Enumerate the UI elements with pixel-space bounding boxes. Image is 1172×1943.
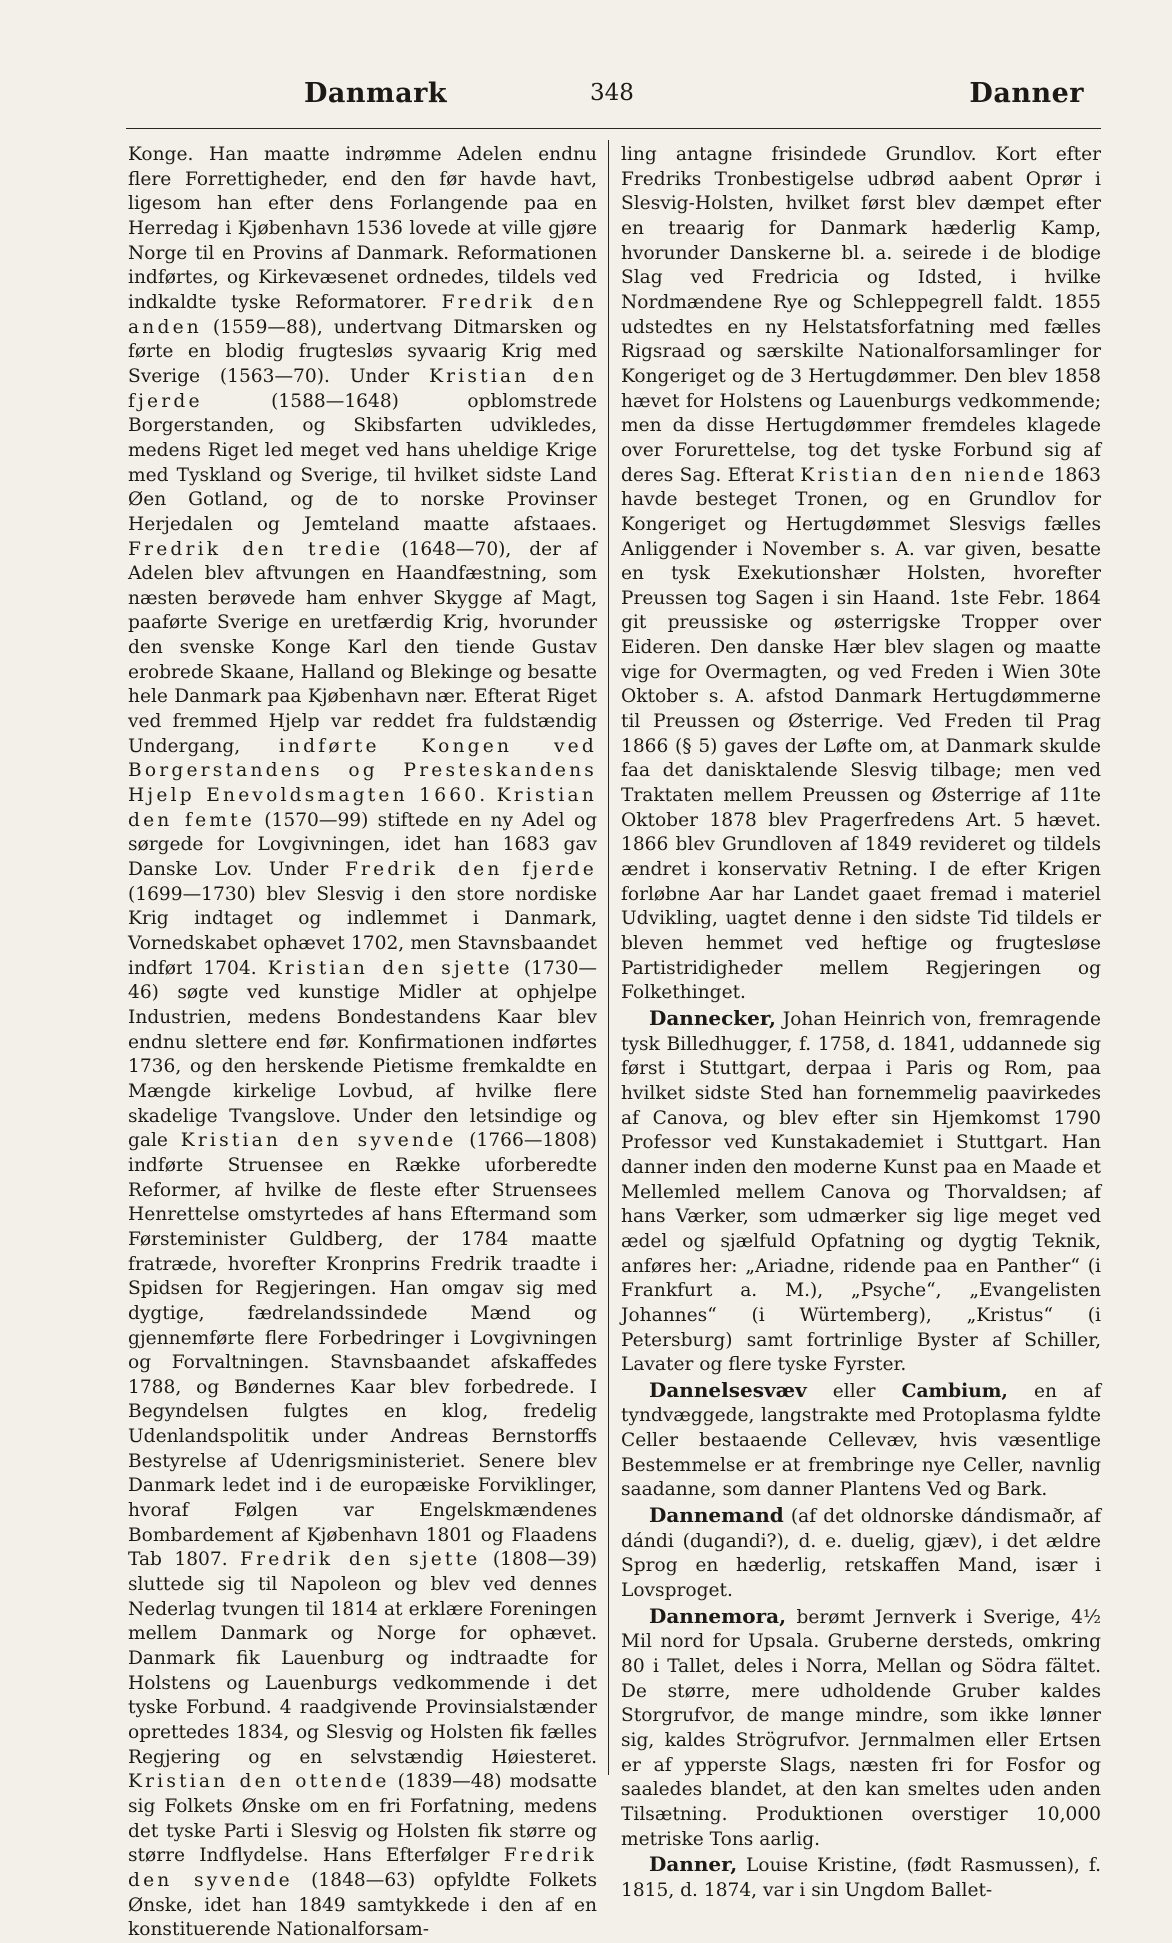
entry-dannelsesvaev: Dannelsesvæv eller Cambium, en af tyndvæggede, langstrakte med Protoplasma fyldte Celler bestaaende Cellevæv, hvis væsentlige Bestemmelse er at frembringe nye Celler, navnlig saadanne, som danner Plantens Ved og Bark. — [621, 1377, 1101, 1501]
danmark-history-text: Konge. Han maatte indrømme Adelen endnu flere Forrettigheder, end den før havde havt, ligesom han efter dens Forlangende paa en Herredag i Kjøbenhavn 1536 lovede at ville gjøre Norge til en Provins af Danmark. Reformationen indførtes, og Kirkevæsenet ordnedes, tildels ved indkaldte tyske Reformatorer. Fredrik den anden (1559—88), undertvang Ditmarsken og førte en blodig frugtesløs syvaarig Krig med Sverige (1563—70). Under Kristian den fjerde (1588—1648) opblomstrede Borgerstanden, og Skibsfarten udvikledes, medens Riget led meget ved hans uheldige Krige med Tyskland og Sverige, til hvilket sidste Land Øen Gotland, og de to norske Provinser Herjedalen og Jemteland maatte afstaaes. Fredrik den tredie (1648—70), der af Adelen blev aftvungen en Haandfæstning, som næsten berøvede ham enhver Skygge af Magt, paaførte Sverige en uretfærdig Krig, hvorunder den svenske Konge Karl den tiende Gustav erobrede Skaane, Halland og Blekinge og besatte hele Danmark paa Kjøbenhavn nær. Efterat Riget ved fremmed Hjelp var reddet fra fuldstændig Undergang, indførte Kongen ved Borgerstandens og Presteskandens Hjelp Enevoldsmagten 1660. Kristian den femte (1570—99) stiftede en ny Adel og sørgede for Lovgivningen, idet han 1683 gav Danske Lov. Under Fredrik den fjerde (1699—1730) blev Slesvig i den store nordiske Krig indtaget og indlemmet i Danmark, Vornedskabet ophævet 1702, men Stavnsbaandet indført 1704. Kristian den sjette (1730—46) søgte ved kunstige Midler at ophjelpe Industrien, medens Bondestandens Kaar blev endnu slettere end før. Konfirmationen indførtes 1736, og den herskende Pietisme fremkaldte en Mængde kirkelige Lovbud, af hvilke flere skadelige Tvangslove. Under den letsindige og gale Kristian den syvende (1766—1808) indførte Struensee en Række uforberedte Reformer, af hvilke de fleste efter Struensees Henrettelse omstyrtedes af hans Eftermand som Førsteminister Guldberg, der 1784 maatte fratræde, hvorefter Kronprins Fredrik traadte i Spidsen for Regjeringen. Han omgav sig med dygtige, fædrelandssindede Mænd og gjennemførte flere Forbedringer i Lovgivningen og Forvaltningen. Stavnsbaandet afskaffedes 1788, og Bøndernes Kaar blev forbedrede. I Begyndelsen fulgtes en klog, fredelig Udenlandspolitik under Andreas Bernstorffs Bestyrelse af Udenrigsministeriet. Senere blev Danmark ledet ind i de europæiske Forviklinger, hvoraf Følgen var Engelskmændenes Bombardement af Kjøbenhavn 1801 og Flaadens Tab 1807. Fredrik den sjette (1808—39) sluttede sig til Napoleon og blev ved dennes Nederlag tvungen til 1814 at erklære Foreningen mellem Danmark og Norge for ophævet. Danmark fik Lauenburg og indtraadte for Holstens og Lauenburgs vedkommende i det tyske Forbund. 4 raadgivende Provinsialstænder oprettedes 1834, og Slesvig og Holsten fik fælles Regjering og en selvstændig Høiesteret. Kristian den ottende (1839—48) modsatte sig Folkets Ønske om en fri Forfatning, medens det tyske Parti i Slesvig og Holsten fik større og større Indflydelse. Hans Efterfølger Fredrik den syvende (1848—63) opfyldte Folkets Ønske, idet han 1849 samtykkede i den af en konstituerende Nationalforsam- — [128, 144, 598, 1941]
right-headword: Danner — [969, 78, 1084, 109]
right-column — [621, 143, 1101, 1904]
entry-dannemand: Dannemand (af det oldnorske dándismaðr, af dándi (dugandi?), d. e. duelig, gjæv), i det ældre Sprog en hæderlig, retskaffen Mand, især i Lovsproget. — [621, 1503, 1101, 1602]
regent-name: Kristian den syvende — [180, 1130, 457, 1152]
regent-name: Fredrik den sjette — [240, 1549, 481, 1571]
regent-name: Kristian den femte — [128, 785, 597, 831]
left-headword: Danmark — [304, 78, 448, 109]
regent-name: Kristian den niende — [800, 464, 1048, 486]
regent-name: Kristian den ottende — [128, 1771, 390, 1793]
regent-name: Fredrik den tredie — [128, 538, 384, 560]
danmark-history-continued: ling antagne frisindede Grundlov. Kort efter Fredriks Tronbestigelse udbrød aabent Oprør i Slesvig-Holsten, hvilket først blev dæmpet efter en treaarig for Danmark hæderlig Kamp, hvorunder Danskerne bl. a. seirede i de blodige Slag ved Fredricia og Idsted, i hvilke Nordmændene Rye og Schleppegrell faldt. 1855 udstedtes en ny Helstatsforfatning med fælles Rigsraad og særskilte Nationalforsamlinger for Kongeriget og de 3 Hertugdømmer. Den blev 1858 hævet for Holstens og Lauenburgs vedkommende; men da disse Hertugdømmer fremdeles klagede over Forurettelse, tog det tyske Forbund sig af deres Sag. Efterat Kristian den niende 1863 havde besteget Tronen, og en Grundlov for Kongeriget og Hertugdømmet Slesvigs fælles Anliggender i November s. A. var given, besatte en tysk Exekutionshær Holsten, hvorefter Preussen tog Sagen i sin Haand. 1ste Febr. 1864 git preussiske og østerrigske Tropper over Eideren. Den danske Hær blev slagen og maatte vige for Overmagten, og ved Freden i Wien 30te Oktober s. A. afstod Danmark Hertugdømmerne til Preussen og Østerrige. Ved Freden til Prag 1866 (§ 5) gaves der Løfte om, at Danmark skulde faa det danisktalende Slesvig tilbage; men ved Traktaten mellem Preussen og Østerrige af 11te Oktober 1878 blev Pragerfredens Art. 5 hævet. 1866 blev Grundloven af 1849 revideret og tildels ændret i konservativ Retning. I de efter Krigen forløbne Aar har Landet gaaet fremad i materiel Udvikling, uagtet denne i den sidste Tid tildels er bleven hemmet ved heftige og frugtesløse Partistridigheder mellem Regjeringen og Folkethinget. — [621, 144, 1101, 1004]
entry-headword: Dannelsesvæv — [649, 1377, 807, 1402]
regent-name: Fredrik den fjerde — [344, 859, 597, 881]
entry-headword: Dannemora, — [649, 1603, 787, 1628]
page-number: 348 — [590, 80, 634, 106]
entry-headword: Dannemand — [649, 1503, 784, 1528]
entry-headword: Danner, — [649, 1852, 738, 1877]
column-divider — [608, 140, 609, 1775]
regent-name: Kristian den fjerde — [128, 365, 597, 412]
left-column — [128, 143, 597, 1943]
spaced-phrase: indførte Kongen ved Borgerstandens og Presteskandens Hjelp Enevoldsmagten 1660. — [128, 735, 597, 807]
latin-term: Cambium, — [901, 1380, 1008, 1402]
regent-name: Fredrik den syvende — [128, 1845, 597, 1891]
entry-dannemora: Dannemora, berømt Jernverk i Sverige, 4½ Mil nord for Upsala. Gruberne dersteds, omkring 80 i Tallet, deles i Norra, Mellan og Södra fältet. De større, mere udholdende Gruber kaldes Storgrufvor, de mange mindre, som ikke lønner sig, kaldes Strögrufvor. Jernmalmen eller Ertsen er af ypperste Slags, næsten fri for Fosfor og saaledes blandet, at den kan smeltes uden anden Tilsætning. Produktionen overstiger 10,000 metriske Tons aarlig. — [621, 1603, 1101, 1850]
entry-danner: Danner, Louise Kristine, (født Rasmussen), f. 1815, d. 1874, var i sin Ungdom Ballet- — [621, 1852, 1101, 1901]
regent-name: Kristian den sjette — [267, 957, 513, 979]
entry-headword: Dannecker, — [649, 1005, 776, 1030]
running-header — [128, 78, 1088, 122]
header-rule — [126, 128, 1101, 129]
entry-dannecker: Dannecker, Johan Heinrich von, fremragende tysk Billedhugger, f. 1758, d. 1841, uddannede sig først i Stuttgart, derpaa i Paris og Rom, paa hvilket sidste Sted han fornemmelig paavirkedes af Canova, og blev efter sin Hjemkomst 1790 Professor ved Kunstakademiet i Stuttgart. Han danner inden den moderne Kunst paa en Maade et Mellemled mellem Canova og Thorvaldsen; af hans Værker, som udmærker sig lige meget ved ædel og sjælfuld Opfatning og dygtig Teknik, anføres her: „Ariadne, ridende paa en Panther“ (i Frankfurt a. M.), „Psyche“, „Evangelisten Johannes“ (i Würtemberg), „Kristus“ (i Petersburg) samt fortrinlige Byster af Schiller, Lavater og flere tyske Fyrster. — [621, 1005, 1101, 1376]
regent-name: Fredrik den anden — [128, 291, 597, 338]
